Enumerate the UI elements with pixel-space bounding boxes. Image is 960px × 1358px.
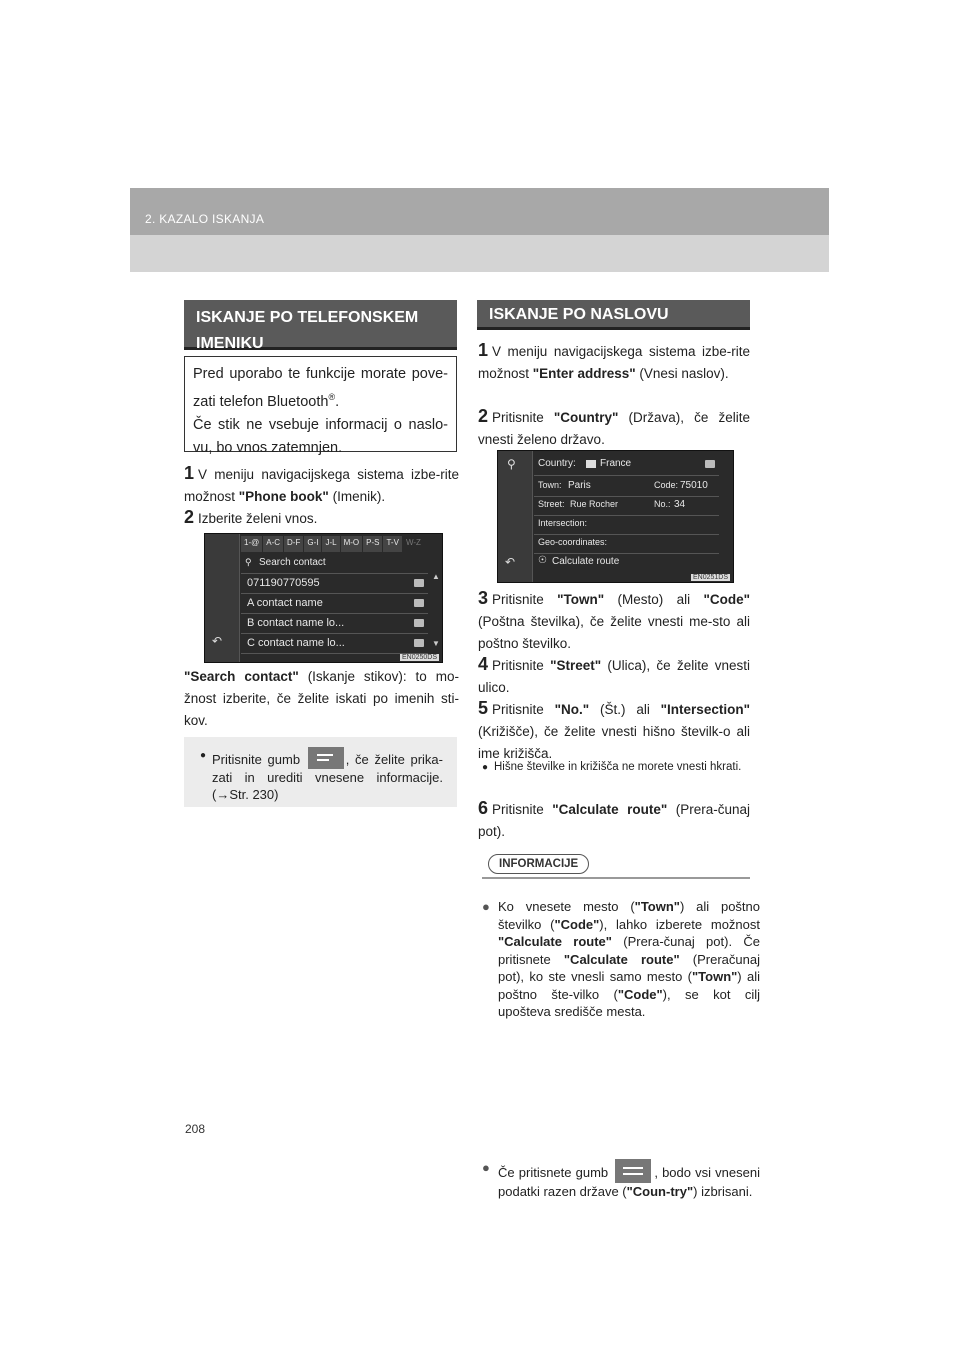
screen-sidebar	[498, 451, 533, 582]
flag-icon	[586, 460, 596, 468]
step-1: 1 V meniju navigacijskega sistema izbe-rite možnost "Phone book" (Imenik).	[184, 463, 459, 504]
step-5: 5 Pritisnite "No." (Št.) ali "Intersection" (Križišče), če želite vnesti hišno številk-o ali ime križišča.	[478, 698, 750, 761]
chapter-title: 2. KAZALO ISKANJA	[145, 212, 265, 226]
edit-icon[interactable]	[414, 599, 424, 607]
heading-line: ISKANJE PO TELEFONSKEM	[196, 309, 419, 326]
town-label: Town:	[538, 480, 562, 490]
street-no-row[interactable]	[534, 496, 719, 516]
street-label: Street:	[538, 499, 565, 509]
step-2: 2 Pritisnite "Country" (Država), če želite vnesti želeno državo.	[478, 406, 750, 447]
info-item-1: ● Ko vnesete mesto ("Town") ali poštno številko ("Code"), lahko izberete možnost "Calculate route" (Prera-čunaj pot). Če pritisnete "Calculate route" (Preračunaj pot), ko ste vnesli samo mesto ("Town") ali poštno šte-vilko ("Code"), se kot cilj upošteva središče mesta.	[482, 898, 760, 1021]
route-icon: ☉	[538, 555, 547, 566]
town-code-row[interactable]	[534, 477, 719, 497]
step-5-note: ● Hišne številke in križišča ne morete vnesti hkrati.	[482, 760, 762, 775]
edit-icon[interactable]	[414, 579, 424, 587]
calculate-route-row[interactable]	[534, 553, 719, 572]
contact-row[interactable]	[241, 634, 428, 654]
search-contact-description: "Search contact" (Iskanje stikov): to mo-žnost izberite, če želite iskati po imenih sti-kov.	[184, 669, 459, 728]
note-bullet: ● Pritisnite gumb , če želite prika-zati in urediti vnesene informacije. (→Str. 230)	[200, 747, 443, 803]
header-subband	[130, 235, 829, 272]
clear-icon[interactable]	[705, 460, 715, 468]
tab[interactable]: M-O	[341, 536, 363, 552]
contact-name: 071190770595	[247, 577, 320, 589]
tab[interactable]: 1-@	[241, 536, 262, 552]
edit-icon[interactable]	[414, 619, 424, 627]
street-value: Rue Rocher	[570, 499, 619, 509]
box-paragraph: Pred uporabo te funkcije morate pove-zati telefon Bluetooth®.	[193, 366, 448, 410]
edit-button-icon	[308, 747, 344, 769]
box-paragraph: Če stik ne vsebuje informacij o naslo-vu, bo vnos zatemnjen.	[193, 416, 448, 456]
back-icon[interactable]: ↶	[505, 555, 516, 569]
contact-row[interactable]	[241, 574, 428, 594]
tab[interactable]: J-L	[322, 536, 339, 552]
search-contact-row[interactable]	[241, 554, 428, 574]
step-2: 2 Izberite želeni vnos.	[184, 507, 318, 527]
info-divider	[482, 877, 750, 879]
geo-row[interactable]	[534, 534, 719, 554]
address-screen	[497, 450, 734, 583]
heading-line: ISKANJE PO NASLOVU	[489, 306, 669, 323]
no-value: 34	[674, 499, 686, 510]
no-label: No.:	[654, 499, 671, 509]
figure-code: EN0250DS	[401, 654, 437, 661]
contact-name: C contact name lo...	[247, 637, 345, 649]
country-value: France	[600, 458, 632, 469]
scroll-up-icon[interactable]: ▲	[432, 572, 440, 581]
back-icon[interactable]: ↶	[212, 634, 223, 648]
edit-icon[interactable]	[414, 639, 424, 647]
clear-button-icon	[615, 1159, 651, 1183]
section-heading-phonebook	[184, 300, 457, 350]
step-3: 3 Pritisnite "Town" (Mesto) ali "Code" (Poštna številka), če želite vnesti me-sto ali poštno številko.	[478, 588, 750, 651]
intersection-label: Intersection:	[538, 518, 588, 528]
geo-label: Geo-coordinates:	[538, 537, 608, 547]
contact-row[interactable]	[241, 594, 428, 614]
heading-line: IMENIKU	[196, 335, 264, 352]
country-label: Country:	[538, 458, 576, 469]
figure-code: EN0251DS	[692, 574, 728, 581]
tab[interactable]: D-F	[284, 536, 303, 552]
info-item-2: ● Če pritisnete gumb , bodo vsi vneseni podatki razen države ("Coun-try") izbrisani.	[482, 1159, 760, 1201]
phonebook-screen	[204, 533, 443, 663]
section-heading-address	[477, 300, 750, 330]
note-band-left	[184, 737, 457, 807]
tab[interactable]: A-C	[263, 536, 283, 552]
scrollbar[interactable]	[432, 572, 440, 657]
tab[interactable]: G-I	[304, 536, 321, 552]
tab[interactable]: P-S	[363, 536, 382, 552]
info-label: INFORMACIJE	[488, 854, 589, 874]
search-contact-label: Search contact	[259, 557, 326, 568]
contact-name: B contact name lo...	[247, 617, 345, 629]
contact-row[interactable]	[241, 614, 428, 634]
page-number: 208	[185, 1122, 206, 1136]
town-value: Paris	[568, 480, 591, 491]
screen-sidebar	[205, 534, 240, 662]
step-1: 1 V meniju navigacijskega sistema izbe-rite možnost "Enter address" (Vnesi naslov).	[478, 340, 750, 381]
search-icon[interactable]: ⚲	[507, 457, 516, 471]
step-4: 4 Pritisnite "Street" (Ulica), če želite vnesti ulico.	[478, 654, 750, 695]
code-label: Code:	[654, 480, 679, 490]
scroll-down-icon[interactable]: ▼	[432, 639, 440, 648]
alphabet-tabs	[241, 536, 442, 552]
country-row[interactable]	[534, 454, 719, 476]
search-icon: ⚲	[245, 557, 252, 567]
tab[interactable]: T-V	[383, 536, 401, 552]
calculate-route-label: Calculate route	[552, 556, 620, 567]
code-value: 75010	[680, 480, 708, 491]
contact-name: A contact name	[247, 597, 323, 609]
prerequisite-box	[184, 356, 457, 456]
info-tab	[488, 854, 589, 874]
step-6: 6 Pritisnite "Calculate route" (Prera-čunaj pot).	[478, 798, 750, 839]
intersection-row[interactable]	[534, 515, 719, 535]
tab-disabled: W-Z	[405, 538, 421, 547]
